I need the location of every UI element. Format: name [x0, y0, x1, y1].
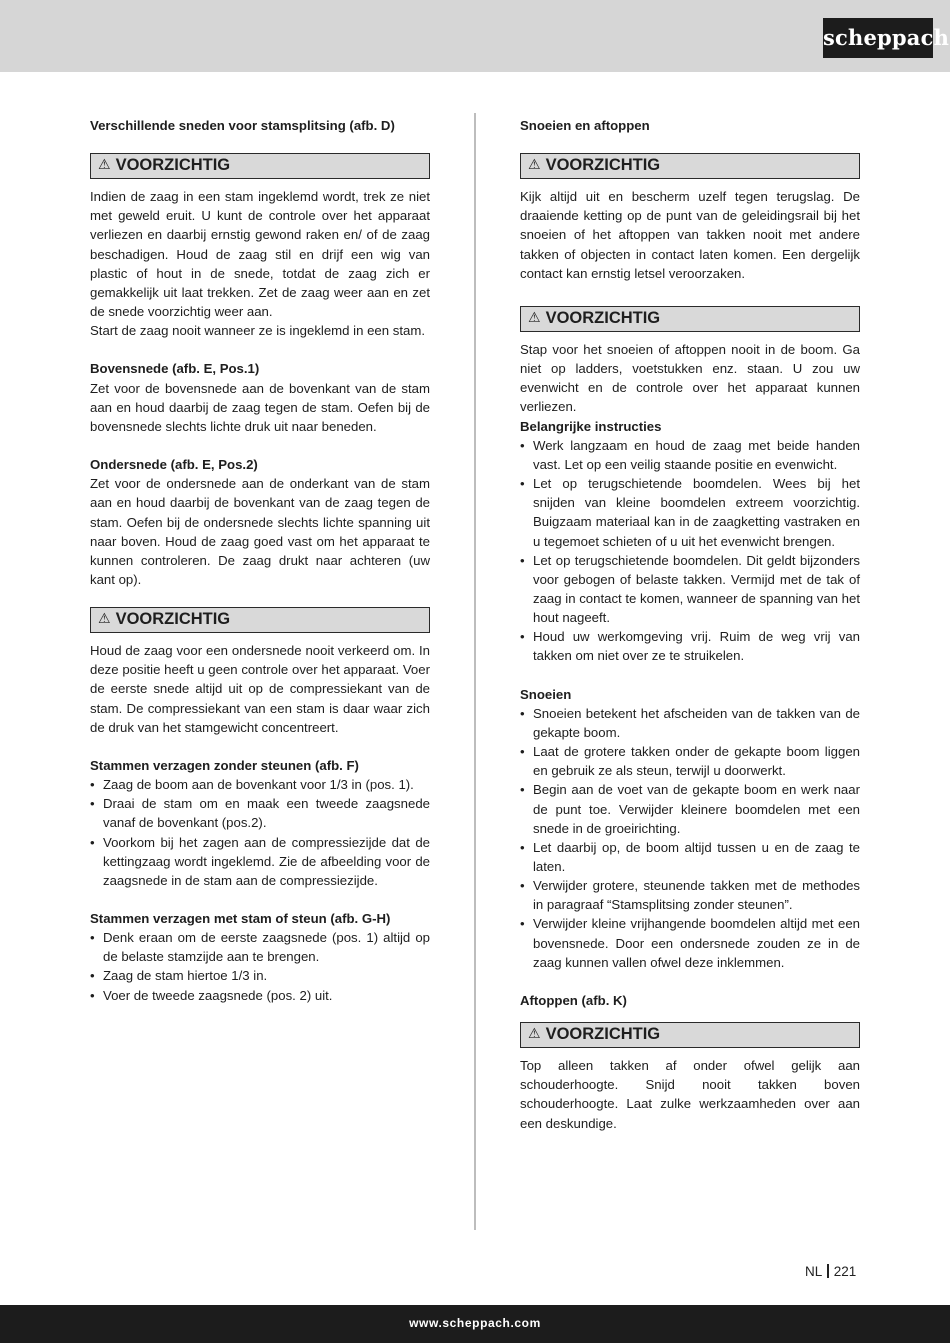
paragraph: Houd de zaag voor een ondersnede nooit verkeerd om. In deze positie heeft u geen controle over het apparaat. Voer de eerste snede altijd uit op de compressiekant van de stam. De compressiekant van een stam is daar waar zich de druk van het stamgewicht concentreert. — [90, 643, 430, 735]
bullet-list — [90, 775, 430, 890]
language-code: NL — [805, 1264, 823, 1279]
paragraph: Start de zaag nooit wanneer ze is ingeklemd in een stam. — [90, 323, 426, 339]
brand-logo: scheppach — [823, 18, 933, 58]
list-item: • Denk eraan om de eerste zaagsnede (pos. 1) altijd op de belaste stamzijde aan te brengen. — [90, 928, 430, 966]
warning-triangle-icon: ⚠ — [98, 156, 111, 173]
list-item: • Draai de stam om en maak een tweede zaagsnede vanaf de bovenkant (pos.2). — [90, 794, 430, 832]
section-title: Stammen verzagen met stam of steun (afb. G-H) — [90, 911, 391, 926]
warning-label: VOORZICHTIG — [545, 1025, 661, 1044]
section-subtitle: Belangrijke instructies — [520, 418, 662, 434]
list-item: • Verwijder kleine vrijhangende boomdelen altijd met een bovensnede. Door een ondersnede zouden ze in de zaag kunnen vallen ofwel deze inklemmen. — [520, 914, 860, 971]
bullet-list — [90, 928, 430, 1005]
list-item: • Verwijder grotere, steunende takken met de methodes in paragraaf “Stamsplitsing zonder steunen”. — [520, 876, 860, 914]
bullet-list — [520, 436, 860, 666]
footer-url[interactable]: www.scheppach.com — [409, 1316, 541, 1330]
paragraph: Zet voor de ondersnede aan de onderkant van de stam aan en houd daarbij de bovenkant van de zaag tegen de stam. Oefen bij de ondersnede slechts lichte spanning uit naar boven. Houd de zaag goed vast om het apparaat te kunnen controleren. De zaag drukt naar achteren (uw kant op). — [90, 476, 430, 587]
warning-label: VOORZICHTIG — [115, 610, 231, 629]
list-item: • Snoeien betekent het afscheiden van de takken van de gekapte boom. — [520, 704, 860, 742]
warning-box — [90, 607, 430, 633]
list-item: • Laat de grotere takken onder de gekapte boom liggen en gebruik ze als steun, terwijl u doorwerkt. — [520, 742, 860, 780]
list-item: • Voorkom bij het zagen aan de compressiezijde dat de kettingzaag wordt ingeklemd. Zie de afbeelding voor de zaagsnede in de stam aan de compressiezijde. — [90, 833, 430, 890]
warning-triangle-icon: ⚠ — [528, 1025, 541, 1042]
footer-band — [0, 1305, 950, 1343]
list-item: • Houd uw werkomgeving vrij. Ruim de weg vrij van takken om niet over ze te struikelen. — [520, 627, 860, 665]
section-title: Ondersnede (afb. E, Pos.2) — [90, 457, 258, 473]
paragraph: Zet voor de bovensnede aan de bovenkant van de stam aan en houd daarbij de zaag tegen de stam. Oefen bij de bovensnede slechts lichte druk uit naar beneden. — [90, 380, 430, 434]
warning-box — [90, 153, 430, 179]
section-title: Aftoppen (afb. K) — [520, 992, 627, 1008]
warning-label: VOORZICHTIG — [545, 156, 661, 175]
list-item: • Zaag de stam hiertoe 1/3 in. — [90, 966, 430, 985]
list-item: • Let op terugschietende boomdelen. Dit geldt bijzonders voor gebogen of belaste takken. Vermijd met de tak of zaag in contact te komen, wanneer de spanning van het hout nageeft. — [520, 551, 860, 628]
list-item: • Let op terugschietende boomdelen. Wees bij het snijden van kleine boomdelen extreem voorzichtig. Buigzaam materiaal kan in de zaagketting vastraken en u tegemoet schieten of u uit het evenwicht brengen. — [520, 474, 860, 551]
warning-label: VOORZICHTIG — [545, 308, 661, 327]
page-number — [805, 1264, 856, 1279]
list-item: • Begin aan de voet van de gekapte boom en werk naar de punt toe. Verwijder kleinere boomdelen met een snede in de groeirichting. — [520, 780, 860, 837]
section-title: Snoeien — [520, 686, 572, 702]
section-title: Stammen verzagen zonder steunen (afb. F) — [90, 757, 359, 773]
list-item: • Werk langzaam en houd de zaag met beide handen vast. Let op een veilig staande positie en evenwicht. — [520, 436, 860, 474]
page-separator — [827, 1264, 829, 1278]
list-item: • Let daarbij op, de boom altijd tussen u en de zaag te laten. — [520, 838, 860, 876]
right-column — [520, 116, 860, 1133]
warning-triangle-icon: ⚠ — [98, 610, 111, 627]
list-item: • Zaag de boom aan de bovenkant voor 1/3 in (pos. 1). — [90, 775, 430, 794]
warning-box — [520, 153, 860, 179]
paragraph: Indien de zaag in een stam ingeklemd wordt, trek ze niet met geweld eruit. U kunt de controle over het apparaat verliezen en daarbij ernstig gewond raken en/ of de zaag beschadigen. Houd de zaag stil en drijf een wig van plastic of hout in de snede, totdat de zaag zich er gemakkelijk uit laat trekken. Zet de zaag weer aan en zet de snede voorzichtig weer aan. — [90, 189, 430, 320]
header-band — [0, 0, 950, 72]
section-title: Verschillende sneden voor stamsplitsing (afb. D) — [90, 118, 395, 133]
warning-box — [520, 1022, 860, 1048]
warning-box — [520, 306, 860, 332]
column-divider — [474, 113, 476, 1230]
bullet-list — [520, 704, 860, 972]
warning-triangle-icon: ⚠ — [528, 156, 541, 173]
paragraph: Stap voor het snoeien of aftoppen nooit in de boom. Ga niet op ladders, voetstukken enz. staan. U zou uw evenwicht en de controle over het apparaat kunnen verliezen. — [520, 341, 860, 415]
paragraph: Kijk altijd uit en bescherm uzelf tegen terugslag. De draaiende ketting op de punt van de geleidingsrail bij het snoeien of het aftoppen van takken nooit met andere takken of objecten in contact laten komen. Een dergelijk contact kan ernstig letsel veroorzaken. — [520, 189, 860, 281]
warning-label: VOORZICHTIG — [115, 156, 231, 175]
section-title: Snoeien en aftoppen — [520, 118, 650, 133]
section-title: Bovensnede (afb. E, Pos.1) — [90, 361, 260, 377]
list-item: • Voer de tweede zaagsnede (pos. 2) uit. — [90, 986, 430, 1005]
page-number-value: 221 — [833, 1264, 857, 1279]
paragraph: Top alleen takken af onder ofwel gelijk aan schouderhoogte. Snijd nooit takken boven schouderhoogte. Laat zulke werkzaamheden over aan een deskundige. — [520, 1058, 860, 1131]
left-column — [90, 116, 430, 1005]
warning-triangle-icon: ⚠ — [528, 308, 541, 325]
